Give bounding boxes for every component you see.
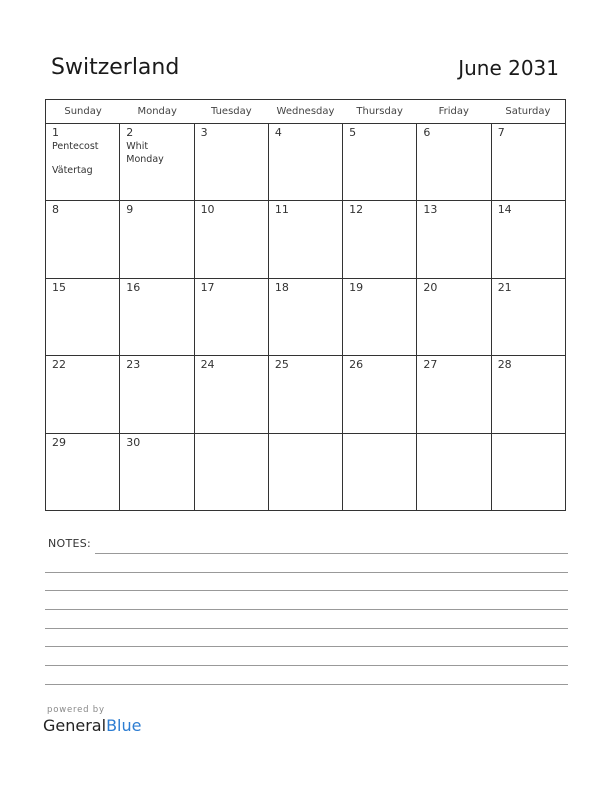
day-cell [195,434,269,511]
day-cell [120,279,194,355]
weekday-thursday: Thursday [356,106,403,117]
day-number: 19 [349,280,364,294]
day-number: 22 [52,358,66,372]
day-cell [417,279,491,355]
weekday-saturday: Saturday [505,106,551,117]
day-cell [492,356,565,432]
day-cell [46,434,120,511]
note-line [45,684,568,685]
day-cell [269,434,343,511]
day-number: 7 [497,126,505,139]
day-cell [120,434,194,511]
day-number: 4 [274,126,282,139]
week-row [46,356,565,433]
day-number: 1 [52,126,59,139]
day-cell [46,124,120,200]
note-line [45,590,568,591]
note-line [45,572,568,573]
week-row [46,279,565,356]
day-number: 18 [274,280,289,294]
day-cell [269,279,343,355]
calendar-country-title: Switzerland [51,55,180,80]
weekday-tuesday: Tuesday [211,106,252,117]
day-cell [417,356,491,432]
holiday-label: Vätertag [52,165,93,176]
day-number: 13 [423,203,438,217]
day-number: 30 [126,435,141,449]
day-number: 27 [423,358,438,372]
day-number: 17 [200,280,215,294]
day-number: 14 [497,203,512,217]
note-line [45,628,568,629]
day-number: 12 [349,203,364,217]
day-cell [195,201,269,277]
day-number: 15 [52,280,66,294]
day-cell [343,201,417,277]
day-number: 9 [126,203,134,217]
day-cell [492,279,565,355]
day-number: 2 [126,126,134,139]
day-cell [492,434,565,511]
note-line [45,665,568,666]
calendar-month-title: June 2031 [458,56,559,80]
day-cell [195,124,269,200]
day-cell [417,201,491,277]
day-number: 26 [349,358,364,372]
day-cell [269,124,343,200]
day-number: 3 [200,126,208,139]
week-row [46,201,565,278]
day-number: 10 [200,203,215,217]
day-cell [120,201,194,277]
day-number: 6 [423,126,431,139]
day-cell [343,356,417,432]
calendar-grid [45,99,566,511]
brand-logo [43,716,141,735]
notes-label: NOTES: [48,537,92,550]
day-number: 28 [497,358,512,372]
day-cell [269,201,343,277]
day-cell [269,356,343,432]
brand-general-text: General [43,716,107,735]
day-cell [120,356,194,432]
day-cell [195,279,269,355]
day-cell [492,124,565,200]
weekday-header-row [46,100,565,124]
note-line [95,553,568,554]
day-number: 8 [52,203,59,217]
note-line [45,646,568,647]
day-number: 20 [423,280,438,294]
day-cell [195,356,269,432]
day-number: 5 [349,126,357,139]
note-line [45,609,568,610]
day-cell [417,124,491,200]
day-cell [120,124,194,200]
week-row [46,434,565,511]
holiday-label: Pentecost [52,141,99,152]
powered-by-text: powered by [47,705,105,715]
day-number: 11 [274,203,289,217]
day-cell [343,124,417,200]
day-cell [343,434,417,511]
day-number: 29 [52,435,66,449]
day-cell [417,434,491,511]
day-number: 23 [126,358,141,372]
day-number: 16 [126,280,141,294]
holiday-label: Whit Monday [126,141,164,165]
brand-blue-text: Blue [106,716,142,735]
weekday-wednesday: Wednesday [276,106,335,117]
day-number: 24 [200,358,215,372]
day-cell [492,201,565,277]
day-cell [46,356,120,432]
day-cell [46,279,120,355]
weekday-sunday: Sunday [64,106,102,117]
day-number: 21 [497,280,512,294]
day-number: 25 [274,358,289,372]
weekday-monday: Monday [137,106,177,117]
day-cell [343,279,417,355]
week-row [46,124,565,201]
day-cell [46,201,120,277]
weekday-friday: Friday [438,106,469,117]
